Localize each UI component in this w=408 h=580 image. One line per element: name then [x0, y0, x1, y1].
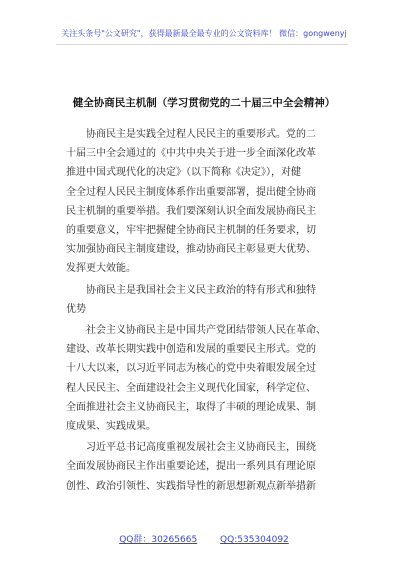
- paragraph-line: 优势: [66, 303, 86, 315]
- paragraph: [66, 125, 348, 279]
- paragraph-line: 协商民主是实践全过程人民民主的重要形式。党的二: [86, 129, 316, 140]
- paragraph-line: 十八大以来，以习近平同志为核心的党中央着眼发展全过: [66, 363, 316, 375]
- paragraph-line: 创性、政治引领性、实践指导性的新思想新观点新举措新: [66, 480, 316, 492]
- paragraph-line: 协商民主是我国社会主义民主政治的特有形式和独特: [86, 284, 316, 296]
- header-divider: [56, 44, 348, 45]
- paragraph-line: 实加强协商民主制度建设，推动协商民主彰显更大优势、: [66, 244, 316, 256]
- paragraph-line: 全面发展协商民主作出重要论述，提出一系列具有理论原: [66, 461, 316, 473]
- qq-group-link[interactable]: QQ群：30265665: [119, 535, 198, 545]
- paragraph-line: 全全过程人民民主制度体系作出重要部署，提出健全协商: [66, 186, 316, 198]
- paragraph-line: 度成果、实践成果。: [66, 421, 156, 433]
- paragraph-line: 社会主义协商民主是中国共产党团结带领人民在革命、: [86, 325, 326, 337]
- qq-contact-link[interactable]: QQ:535304092: [220, 535, 289, 545]
- paragraph-line: 推进中国式现代化的决定》（以下简称《决定》），对健: [66, 167, 301, 179]
- document-title: 健全协商民主机制（学习贯彻党的二十届三中全会精神）: [72, 97, 336, 109]
- paragraph-line: 全面推进社会主义协商民主，取得了丰硕的理论成果、制: [66, 401, 316, 413]
- paragraph: [66, 438, 348, 496]
- paragraph: [66, 281, 348, 319]
- paragraph-line: 发挥更大效能。: [66, 263, 136, 275]
- paragraph-line: 习近平总书记高度重视发展社会主义协商民主，围绕: [86, 442, 316, 454]
- page-header: 关注头条号"公文研究"，获得最新最全最专业的公文资料库！ 微信：gongwenyj: [61, 29, 347, 38]
- paragraph-line: 的重要意义，牢牢把握健全协商民主机制的任务要求，切: [66, 225, 316, 237]
- paragraph-line: 十届三中全会通过的《中共中央关于进一步全面深化改革: [66, 148, 316, 160]
- paragraph: [66, 321, 348, 436]
- paragraph-line: 民主机制的重要举措。我们要深刻认识全面发展协商民主: [66, 205, 316, 217]
- paragraph-line: 程人民民主、全面建设社会主义现代化国家，科学定位、: [66, 382, 316, 394]
- paragraph-line: 建设、改革长期实践中创造和发展的重要民主形式。党的: [66, 344, 316, 356]
- document-body: [66, 125, 348, 498]
- page-footer: [0, 532, 408, 545]
